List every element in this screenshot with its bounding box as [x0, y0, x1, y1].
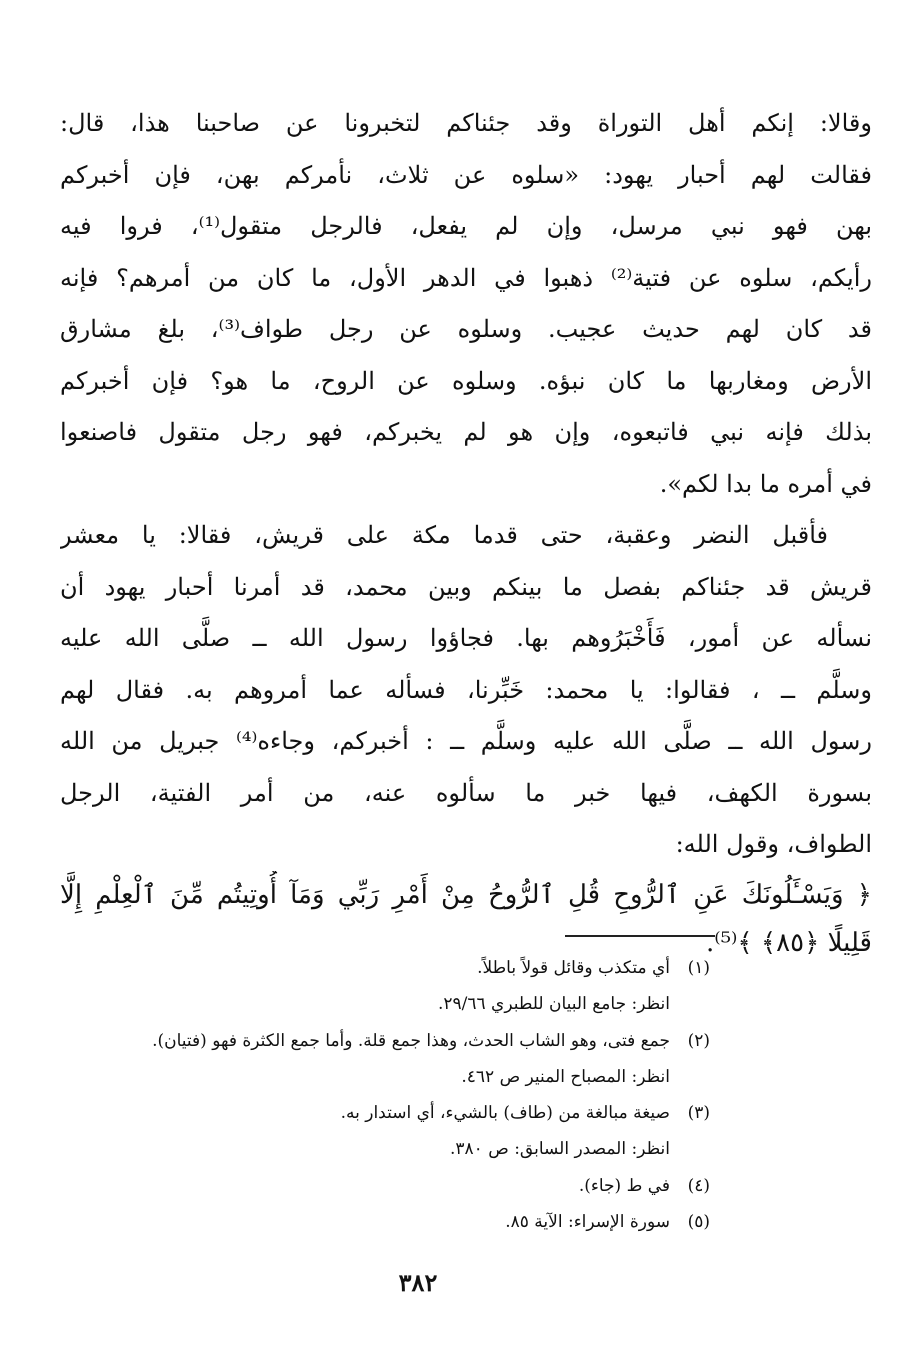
text-line: بذلك فإنه نبي فاتبعوه، وإن هو لم يخبركم، فهو رجل متقول فاصنعوا	[60, 418, 872, 446]
main-text-block	[60, 98, 872, 967]
footnote-number	[670, 1131, 710, 1167]
text-line: وسلَّم ــ ، فقالوا: يا محمد: خَبِّرنا، فسأله عما أمروهم به. فقال لهم	[60, 675, 872, 704]
footnote-row	[200, 1204, 710, 1240]
text-line: وقالا: إنكم أهل التوراة وقد جئناكم لتخبرونا عن صاحبنا هذا، قال:	[60, 109, 872, 137]
text-line: فقالت لهم أحبار يهود: «سلوه عن ثلاث، نأمركم بهن، فإن أخبركم	[60, 160, 872, 189]
text-line: نسأله عن أمور، فَأَخْبَرُوهم بها. فجاؤوا رسول الله ــ صلَّى الله عليه	[60, 624, 872, 652]
footnote-separator	[565, 935, 715, 937]
page-number: ٣٨٢	[398, 1268, 438, 1297]
footnote-text: جمع فتى، وهو الشاب الحدث، وهذا جمع قلة. وأما جمع الكثرة فهو (فتيان).	[152, 1030, 670, 1051]
footnote-text: سورة الإسراء: الآية ٨٥.	[505, 1212, 670, 1233]
footnote-text: في ط (جاء).	[578, 1175, 670, 1196]
quran-verse-line: قَلِيلًا ﴿٨٥﴾ ﴾⁽⁵⁾.	[705, 927, 872, 958]
footnote-row	[200, 950, 710, 986]
footnote-row	[200, 986, 710, 1022]
footnotes-block	[152, 950, 710, 1240]
text-line: الأرض ومغاربها ما كان نبؤه. وسلوه عن الروح، ما هو؟ فإن أخبركم	[60, 366, 872, 395]
footnote-number: (١)	[687, 958, 710, 978]
text-line: بسورة الكهف، فيها خبر ما سألوه عنه، من أمر الفتية، الرجل	[60, 778, 872, 807]
footnote-text: انظر: المصدر السابق: ص ٣٨٠.	[450, 1139, 670, 1160]
text-line: في أمره ما بدا لكم».	[659, 469, 872, 498]
text-line: قريش قد جئناكم بفصل ما بينكم وبين محمد، قد أمرنا أحبار يهود أن	[60, 572, 872, 601]
footnote-number	[670, 986, 710, 1022]
footnote-text: انظر: جامع البيان للطبري ٢٩/٦٦.	[437, 994, 670, 1015]
footnote-row	[200, 1095, 710, 1131]
text-line: رسول الله ــ صلَّى الله عليه وسلَّم ــ : أخبركم، وجاءه⁽⁴⁾ جبريل من الله	[60, 727, 872, 755]
text-line: قد كان لهم حديث عجيب. وسلوه عن رجل طواف⁽³⁾، بلغ مشارق	[60, 315, 872, 343]
text-line: فأقبل النضر وعقبة، حتى قدما مكة على قريش، فقالا: يا معشر	[60, 521, 828, 549]
footnote-number	[670, 1059, 710, 1095]
footnote-row	[152, 1023, 710, 1059]
footnote-text: أي متكذب وقائل قولاً باطلاً.	[477, 958, 670, 978]
text-line: رأيكم، سلوه عن فتية⁽²⁾ ذهبوا في الدهر الأول، ما كان من أمرهم؟ فإنه	[60, 263, 872, 292]
footnote-row	[200, 1131, 710, 1167]
text-line: بهن فهو نبي مرسل، وإن لم يفعل، فالرجل متقول⁽¹⁾، فروا فيه	[60, 212, 872, 240]
text-line: الطواف، وقول الله:	[675, 830, 872, 858]
footnote-number: (٥)	[687, 1212, 710, 1233]
footnote-text: صيغة مبالغة من (طاف) بالشيء، أي استدار به.	[340, 1103, 670, 1124]
footnote-number: (٣)	[687, 1103, 710, 1124]
footnote-number: (٤)	[687, 1175, 710, 1196]
footnote-row	[200, 1168, 710, 1204]
footnote-row	[200, 1059, 710, 1095]
footnote-text: انظر: المصباح المنير ص ٤٦٢.	[461, 1066, 670, 1087]
quran-verse-line: ﴿ وَيَسْـَٔلُونَكَ عَنِ ٱلرُّوحِ قُلِ ٱلرُّوحُ مِنْ أَمْرِ رَبِّي وَمَآ أُوتِيتُم مِّنَ ٱلْعِلْمِ إِلَّا	[60, 879, 872, 910]
footnote-number: (٢)	[687, 1030, 710, 1051]
